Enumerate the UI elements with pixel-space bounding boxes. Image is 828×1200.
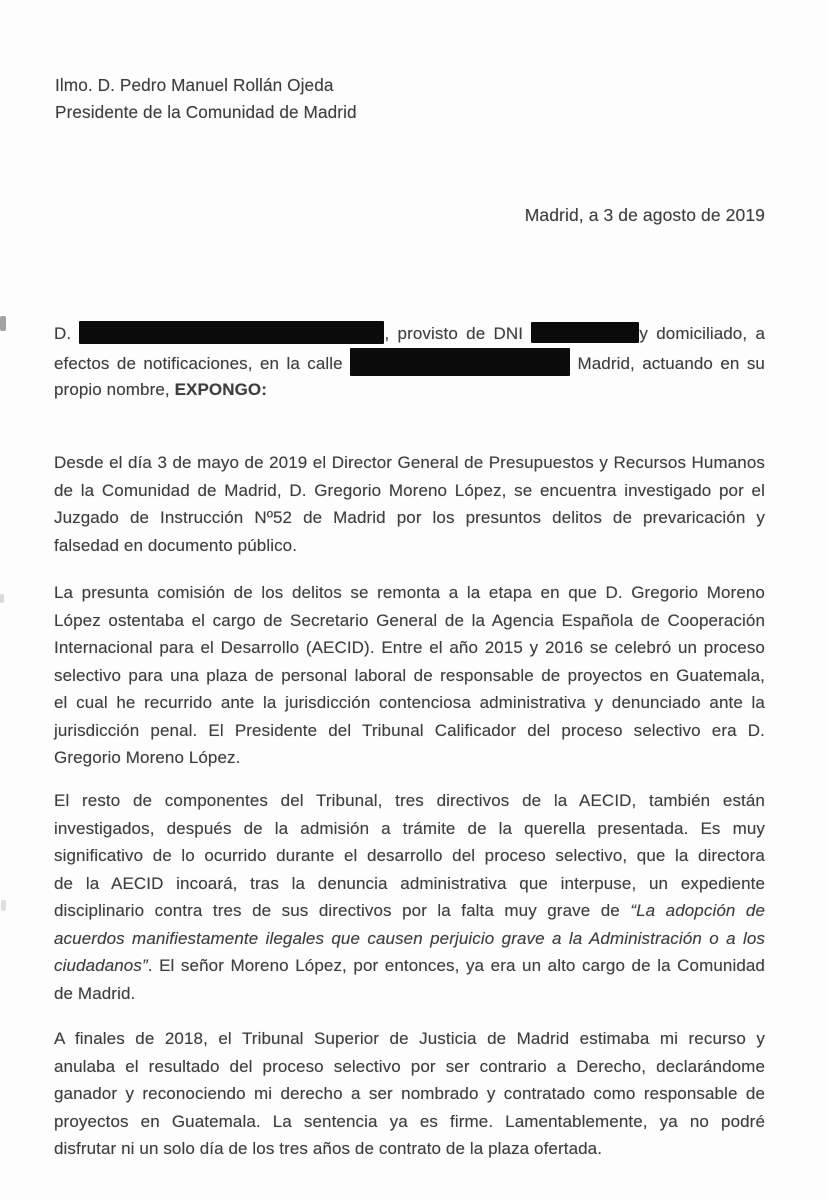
text-run: de la AECID incoará, tras la denuncia administrativa que interpuse, un expediente [54,873,765,893]
paragraph-p1 [54,449,765,559]
text-line [54,744,765,772]
text-run: el cual he recurrido ante la jurisdicción contenciosa administrativa y denunciado ante la [54,693,765,712]
recipient-block [55,72,357,126]
text-line [54,320,765,348]
bold-text: EXPONGO: [174,380,268,399]
text-line [54,1108,765,1136]
text-run: Internacional para el Desarrollo (AECID). Entre el año 2015 y 2016 se celebró un proceso [54,638,765,657]
text-run: López ostentaba el cargo de Secretario General de la Agencia Española de Cooperación [54,610,765,630]
paragraph-intro [54,320,765,404]
text-run: de la Comunidad de Madrid, D. Gregorio Moreno López, se encuentra investigado por el [54,480,765,500]
text-run: y domiciliado, a [639,324,765,343]
scan-artifact [1,900,6,911]
text-run: La presunta comisión de los delitos se remonta a la etapa en que D. Gregorio Moreno [54,583,765,602]
text-line [54,870,765,898]
italic-quote-text: ciudadanos” [54,956,148,975]
text-run: Madrid, actuando en su [570,354,765,373]
text-run: disciplinario contra tres de sus directivos por la falta muy grave de [54,901,631,920]
text-line [54,376,765,404]
recipient-name: Ilmo. D. Pedro Manuel Rollán Ojeda [55,75,334,95]
paragraph-p2 [54,579,765,772]
text-run: jurisdicción penal. El Presidente del Tribunal Calificador del proceso selectivo era D. [54,720,765,740]
text-run: investigados, después de la admisión a trámite de la querella presentada. Es muy [54,818,765,838]
text-line [54,1080,765,1108]
text-run: anulaba el resultado del proceso selectivo por ser contrario a Derecho, declarándome [54,1056,765,1076]
text-line [54,449,765,477]
paragraph-p4 [54,1025,765,1163]
text-line [54,477,765,505]
text-run: Gregorio Moreno López. [54,748,241,767]
text-line [54,925,765,953]
text-line [54,532,765,560]
text-run: significativo de lo ocurrido durante el desarrollo del proceso selectivo, que la directora [54,846,765,865]
italic-quote-text: “La adopción de [630,901,766,920]
text-run: ganador y reconociendo mi derecho a ser nombrado y contratado como responsable de [54,1084,765,1103]
text-line [54,1025,765,1053]
text-line [54,842,765,870]
text-run: D. [54,324,80,343]
text-run: falsedad en documento público. [54,535,298,555]
text-line [54,607,765,635]
text-run: de Madrid. [54,983,136,1003]
italic-quote-text: acuerdos manifiestamente ilegales que causen perjuicio grave a la Administración o a los [54,928,765,948]
redaction-bar [79,321,384,344]
text-line [54,952,765,980]
text-run: , provisto de DNI [384,324,532,343]
text-run: . El señor Moreno López, por entonces, ya era un alto cargo de la Comunidad [147,956,765,975]
scan-artifact [0,594,4,603]
redaction-bar [350,348,570,376]
text-run: proyectos en Guatemala. La sentencia ya es firme. Lamentablemente, ya no podré [54,1111,765,1131]
scan-artifact [0,316,6,331]
recipient-title: Presidente de la Comunidad de Madrid [55,102,357,122]
text-line [54,815,765,843]
text-line [54,662,765,690]
text-run: disfrutar ni un solo día de los tres años de contrato de la plaza ofertada. [54,1139,603,1158]
text-line [54,348,765,376]
text-run: Juzgado de Instrucción Nº52 de Madrid por los presuntos delitos de prevaricación y [54,508,765,527]
text-run: A finales de 2018, el Tribunal Superior de Justicia de Madrid estimaba mi recurso y [54,1029,765,1048]
text-line [54,579,765,607]
redaction-bar [531,322,639,343]
text-line [54,980,765,1008]
text-line [54,634,765,662]
paragraph-p3 [54,787,765,1007]
text-line [54,897,765,925]
text-run: propio nombre, [54,380,175,399]
text-line [54,504,765,532]
text-line [54,1053,765,1081]
text-run: El resto de componentes del Tribunal, tres directivos de la AECID, también están [54,791,765,810]
text-line [54,1135,765,1163]
text-line [54,717,765,745]
text-line [54,787,765,815]
dateline: Madrid, a 3 de agosto de 2019 [524,205,765,225]
text-line [54,689,765,717]
text-run: Desde el día 3 de mayo de 2019 el Director General de Presupuestos y Recursos Humanos [54,453,765,472]
text-run: efectos de notificaciones, en la calle [54,354,351,373]
text-run: selectivo para una plaza de personal laboral de responsable de proyectos en Guatemala, [54,665,765,685]
